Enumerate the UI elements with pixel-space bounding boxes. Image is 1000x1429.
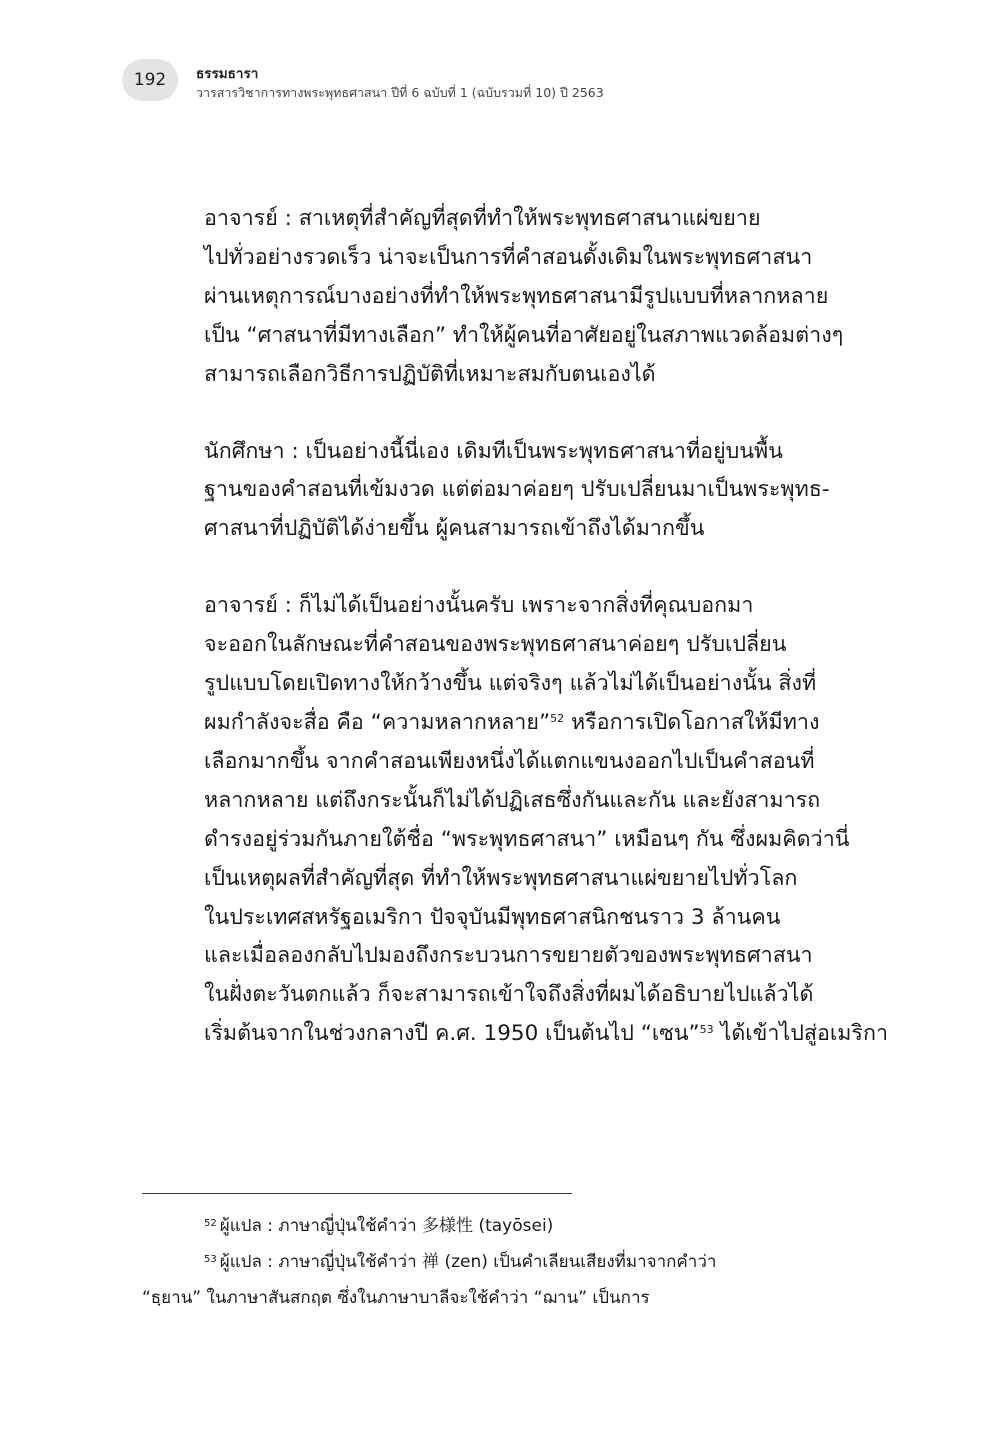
- text-line: ไปทั่วอย่างรวดเร็ว น่าจะเป็นการที่คำสอนดั้งเดิมในพระพุทธศาสนา: [204, 244, 813, 270]
- text-line: เป็น “ศาสนาที่มีทางเลือก” ทำให้ผู้คนที่อาศัยอยู่ในสภาพแวดล้อมต่างๆ: [204, 322, 844, 348]
- paragraph-teacher-1: [142, 200, 844, 395]
- text-fragment: ผมกำลังจะสื่อ คือ “ความหลากหลาย”: [204, 709, 551, 735]
- paragraph-usa: [142, 899, 889, 1055]
- paragraph-teacher-2: [142, 587, 850, 898]
- text-line: ในฝั่งตะวันตกแล้ว ก็จะสามารถเข้าใจถึงสิ่งที่ผมได้อธิบายไปแล้วได้: [204, 982, 814, 1008]
- footnote-text: ผู้แปล : ภาษาญี่ปุ่นใช้คำว่า 禅 (zen) เป็นคำเลียนเสียงที่มาจากคำว่า: [219, 1252, 717, 1272]
- text-line: อาจารย์ : ก็ไม่ได้เป็นอย่างนั้นครับ เพราะจากสิ่งที่คุณบอกมา: [204, 593, 754, 619]
- text-line: ในประเทศสหรัฐอเมริกา ปัจจุบันมีพุทธศาสนิกชนราว 3 ล้านคน: [204, 904, 781, 930]
- footnote-divider: [142, 1193, 572, 1194]
- running-header: [122, 52, 982, 112]
- text-line: ผ่านเหตุการณ์บางอย่างที่ทำให้พระพุทธศาสนามีรูปแบบที่หลากหลาย: [204, 283, 829, 309]
- page-number: 192: [122, 59, 178, 101]
- footnote-ref-53[interactable]: 53: [699, 1023, 714, 1037]
- journal-subtitle: วารสารวิชาการทางพระพุทธศาสนา ปีที่ 6 ฉบับที่ 1 (ฉบับรวมที่ 10) ปี 2563: [196, 85, 604, 100]
- footnote-text: “ธฺยาน” ในภาษาสันสกฤต ซึ่งในภาษาบาลีจะใช้คำว่า “ฌาน” เป็นการ: [142, 1288, 650, 1308]
- text-line-with-footnote: [142, 704, 830, 743]
- footnotes: [142, 1208, 830, 1316]
- footnote-ref-52[interactable]: 52: [550, 711, 565, 725]
- text-fragment: หรือการเปิดโอกาสให้มีทาง: [564, 709, 820, 735]
- journal-name: ธรรมธารา: [196, 66, 259, 82]
- text-line: จะออกในลักษณะที่คำสอนของพระพุทธศาสนาค่อยๆ ปรับเปลี่ยน: [204, 632, 787, 658]
- footnote-52: [142, 1208, 830, 1244]
- text-line: รูปแบบโดยเปิดทางให้กว้างขึ้น แต่จริงๆ แล้วไม่ได้เป็นอย่างนั้น สิ่งที่: [204, 671, 817, 697]
- text-line: หลากหลาย แต่ถึงกระนั้นก็ไม่ได้ปฏิเสธซึ่งกันและกัน และยังสามารถ: [204, 787, 821, 813]
- text-line: อาจารย์ : สาเหตุที่สำคัญที่สุดที่ทำให้พระพุทธศาสนาแผ่ขยาย: [204, 206, 761, 231]
- text-line: ดำรงอยู่ร่วมกันภายใต้ชื่อ “พระพุทธศาสนา” เหมือนๆ กัน ซึ่งผมคิดว่านี่: [204, 826, 850, 852]
- text-line: ฐานของคำสอนที่เข้มงวด แต่ต่อมาค่อยๆ ปรับเปลี่ยนมาเป็นพระพุทธ-: [204, 477, 830, 503]
- text-line: นักศึกษา : เป็นอย่างนี้นี่เอง เดิมทีเป็นพระพุทธศาสนาที่อยู่บนพื้น: [204, 438, 783, 464]
- text-fragment: เริ่มต้นจากในช่วงกลางปี ค.ศ. 1950 เป็นต้นไป “เซน”: [204, 1021, 700, 1047]
- footnote-number: 53: [204, 1254, 217, 1265]
- text-line: ศาสนาที่ปฏิบัติได้ง่ายขึ้น ผู้คนสามารถเข้าถึงได้มากขึ้น: [204, 516, 705, 542]
- footnote-text: ผู้แปล : ภาษาญี่ปุ่นใช้คำว่า 多様性 (tayōsei): [219, 1216, 554, 1236]
- footnote-number: 52: [204, 1218, 217, 1229]
- text-line: เลือกมากขึ้น จากคำสอนเพียงหนึ่งได้แตกแขนงออกไปเป็นคำสอนที่: [204, 748, 815, 774]
- body-text: [142, 200, 889, 1054]
- text-line: และเมื่อลองกลับไปมองถึงกระบวนการขยายตัวของพระพุทธศาสนา: [204, 943, 813, 969]
- paragraph-student: [142, 433, 830, 550]
- text-line-with-footnote: [142, 1015, 889, 1054]
- text-line: เป็นเหตุผลที่สำคัญที่สุด ที่ทำให้พระพุทธศาสนาแผ่ขยายไปทั่วโลก: [204, 865, 798, 891]
- text-fragment: ได้เข้าไปสู่อเมริกา: [713, 1021, 889, 1047]
- footnote-53: [142, 1244, 830, 1316]
- text-line: สามารถเลือกวิธีการปฏิบัติที่เหมาะสมกับตนเองได้: [204, 361, 656, 387]
